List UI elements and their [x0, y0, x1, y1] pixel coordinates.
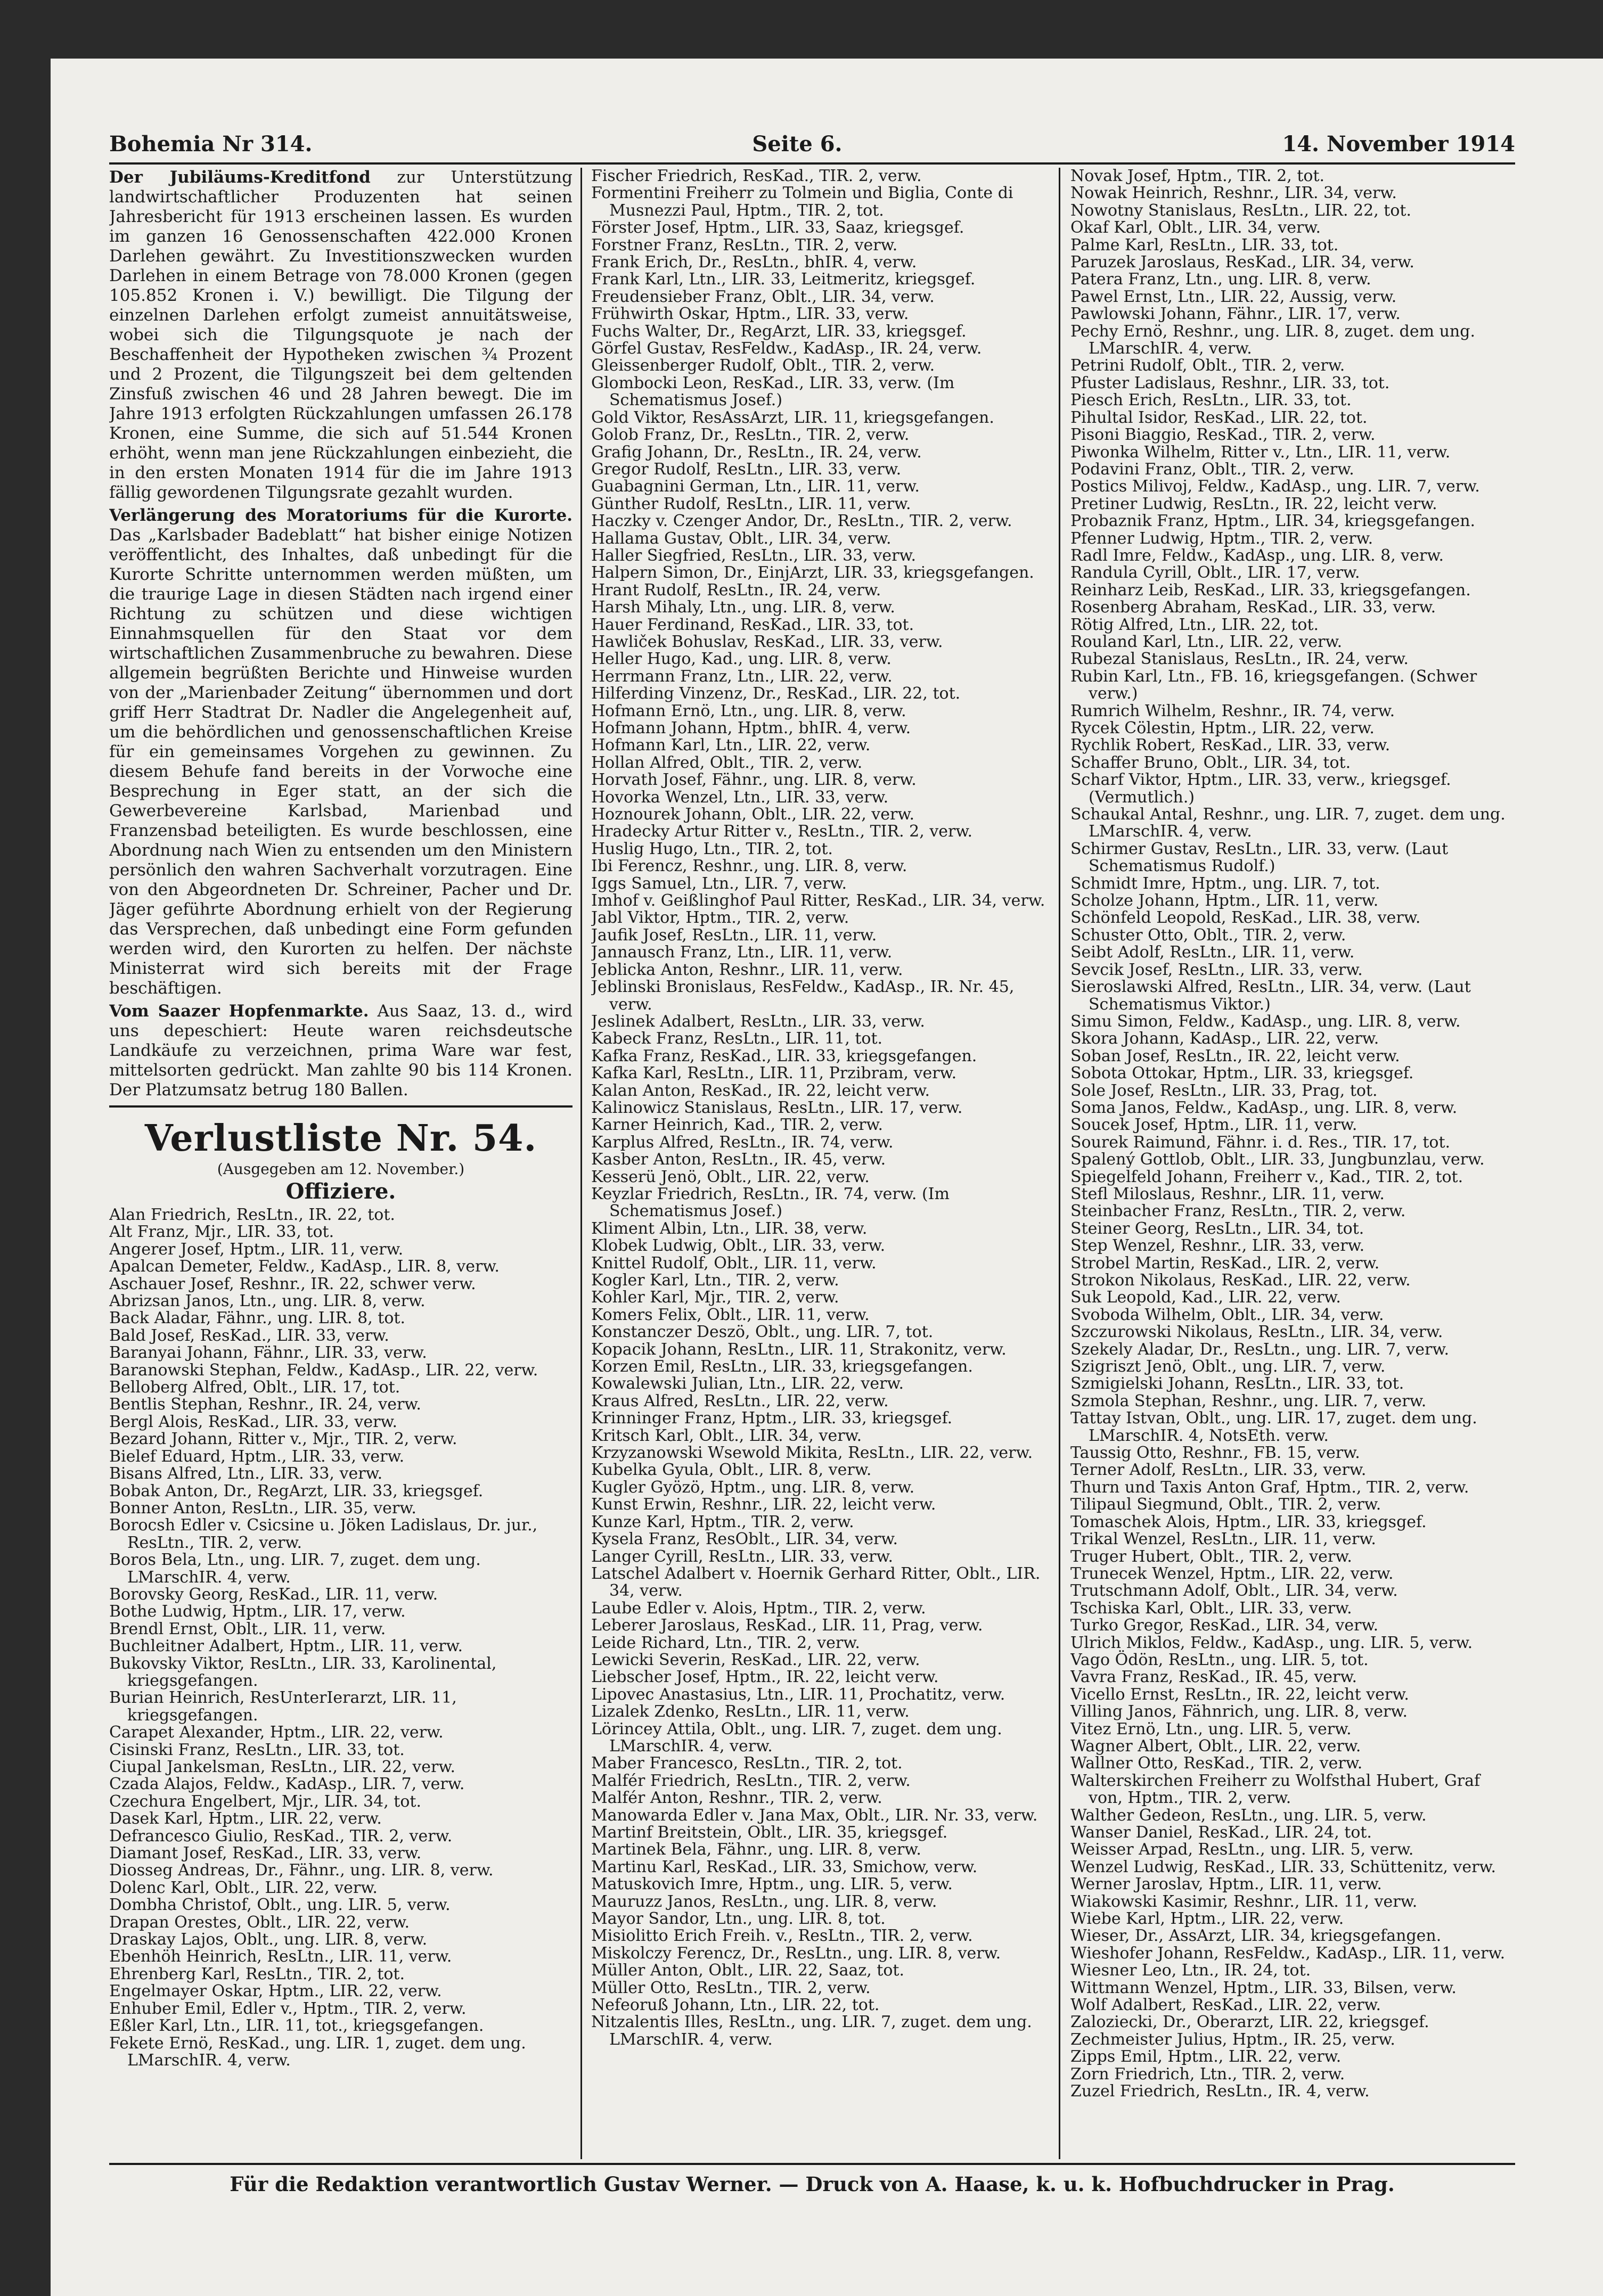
casualty-entry: Terner Adolf, ResLtn., LIR. 33, verw. [1070, 1461, 1367, 1480]
column-3 [1070, 168, 1518, 2159]
casualty-entry: Reinharz Leib, ResKad., LIR. 33, kriegsgefangen. [1070, 580, 1471, 600]
casualty-entry: Iggs Samuel, Ltn., LIR. 7, verw. [591, 874, 847, 893]
casualty-entry: Görfel Gustav, ResFeldw., KadAsp., IR. 24, verw. [591, 339, 982, 358]
casualty-entry: Sole Josef, ResLtn., LIR. 33, Prag, tot. [1070, 1081, 1378, 1100]
news-item [109, 506, 572, 998]
news-headline: Der Jubiläums-Kreditfond [109, 168, 371, 187]
column-rule-2 [1059, 168, 1060, 2159]
casualty-entry: Tschiska Karl, Oblt., LIR. 33, verw. [1070, 1598, 1352, 1618]
casualty-entry: Svoboda Wilhelm, Oblt., LIR. 34, verw. [1070, 1305, 1384, 1324]
casualty-entry: Enhuber Emil, Edler v., Hptm., TIR. 2, verw. [109, 1999, 467, 2018]
casualty-entry: Sobota Ottokar, Hptm., LIR. 33, kriegsgef. [1070, 1064, 1414, 1083]
casualty-entry: Dasek Karl, Hptm., LIR. 22, verw. [109, 1809, 382, 1828]
casualty-entry: Bisans Alfred, Ltn., LIR. 33, verw. [109, 1464, 383, 1483]
casualty-entry: Okaf Karl, Oblt., LIR. 34, verw. [1070, 218, 1321, 237]
casualty-entry: Alt Franz, Mjr., LIR. 33, tot. [109, 1223, 334, 1242]
casualty-entry: Borovsky Georg, ResKad., LIR. 11, verw. [109, 1585, 438, 1604]
casualty-entry: Haller Siegfried, ResLtn., LIR. 33, verw. [591, 546, 917, 565]
casualty-entry: Steiner Georg, ResLtn., LIR. 34, tot. [1070, 1219, 1364, 1238]
casualty-entry: Radl Imre, Feldw., KadAsp., ung. LIR. 8, verw. [1070, 546, 1444, 565]
casualty-entry: Martinf Breitstein, Oblt., LIR. 35, kriegsgef. [591, 1823, 948, 1842]
casualty-entry: Zaloziecki, Dr., Oberarzt, LIR. 22, kriegsgef. [1070, 2013, 1429, 2032]
casualty-entry: Ehrenberg Karl, ResLtn., TIR. 2, tot. [109, 1964, 405, 1983]
casualty-entry: Scholze Johann, Hptm., LIR. 11, verw. [1070, 891, 1379, 911]
casualty-entry: Rouland Karl, Ltn., LIR. 22, verw. [1070, 632, 1343, 651]
casualty-entry: Misiolitto Erich Freih. v., ResLtn., TIR. 2, verw. [591, 1926, 973, 1946]
casualty-entry: Apalcan Demeter, Feldw., KadAsp., LIR. 8, verw. [109, 1257, 500, 1276]
casualty-entry: Szczurowski Nikolaus, ResLtn., LIR. 34, verw. [1070, 1323, 1443, 1342]
casualty-entry: Rötig Alfred, Ltn., LIR. 22, tot. [1070, 615, 1319, 634]
casualty-entry: Piwonka Wilhelm, Ritter v., Ltn., LIR. 11, verw. [1070, 442, 1451, 462]
casualty-entry: Kalinowicz Stanislaus, ResLtn., LIR. 17, verw. [591, 1098, 963, 1117]
casualty-entry: Walterskirchen Freiherr zu Wolfsthal Hubert, Graf von, Hptm., TIR. 2, verw. [1070, 1771, 1481, 1808]
header-issue: Bohemia Nr 314. [109, 131, 313, 157]
casualty-entry: Ulrich Miklos, Feldw., KadAsp., ung. LIR. 5, verw. [1070, 1633, 1473, 1652]
casualty-entry: Maber Francesco, ResLtn., TIR. 2, tot. [591, 1754, 903, 1773]
casualty-entry: Angerer Josef, Hptm., LIR. 11, verw. [109, 1240, 404, 1259]
casualty-entry: Wieshofer Johann, ResFeldw., KadAsp., LIR. 11, verw. [1070, 1944, 1506, 1963]
casualty-entry: Wanser Daniel, ResKad., LIR. 24, tot. [1070, 1823, 1372, 1842]
casualty-entry: Dombha Christof, Oblt., ung. LIR. 5, verw. [109, 1896, 451, 1915]
casualty-entry: Diamant Josef, ResKad., LIR. 33, verw. [109, 1844, 422, 1863]
casualty-entry: Bald Josef, ResKad., LIR. 33, verw. [109, 1326, 389, 1345]
casualty-entry: Haczky v. Czenger Andor, Dr., ResLtn., TIR. 2, verw. [591, 512, 1012, 531]
casualty-entry: Bezard Johann, Ritter v., Mjr., TIR. 2, verw. [109, 1430, 457, 1449]
casualty-entry: Rosenberg Abraham, ResKad., LIR. 33, verw. [1070, 598, 1436, 617]
casualty-entry: Matuskovich Imre, Hptm., ung. LIR. 5, verw. [591, 1875, 953, 1894]
casualty-entry: Wiakowski Kasimir, Reshnr., LIR. 11, verw. [1070, 1892, 1418, 1911]
casualty-entry: Kunze Karl, Hptm., TIR. 2, verw. [591, 1512, 854, 1531]
casualty-entry: Langer Cyrill, ResLtn., LIR. 33, verw. [591, 1547, 894, 1566]
news-headline: Vom Saazer Hopfenmarkte. [109, 1002, 369, 1021]
casualty-entry: Spiegelfeld Johann, Freiherr v., Kad., TIR. 2, tot. [1070, 1167, 1463, 1186]
casualty-entry: Kogler Karl, Ltn., TIR. 2, verw. [591, 1271, 839, 1290]
casualty-entry: Werner Jaroslav, Hptm., LIR. 11, verw. [1070, 1875, 1382, 1894]
casualty-entry: Bielef Eduard, Hptm., LIR. 33, verw. [109, 1447, 405, 1466]
casualty-entry: Wiesner Leo, Ltn., IR. 24, tot. [1070, 1961, 1311, 1980]
casualty-entry: Cisinski Franz, ResLtn., LIR. 33, tot. [109, 1740, 405, 1759]
casualty-entry: Sourek Raimund, Fähnr. i. d. Res., TIR. 17, tot. [1070, 1133, 1451, 1152]
casualty-entry: Pihultal Isidor, ResKad., LIR. 22, tot. [1070, 408, 1368, 427]
casualty-entry: Wittmann Wenzel, Hptm., LIR. 33, Bilsen, verw. [1070, 1978, 1457, 1997]
casualty-entry: Klobek Ludwig, Oblt., LIR. 33, verw. [591, 1236, 886, 1256]
casualty-entry: Step Wenzel, Reshnr., LIR. 33, verw. [1070, 1236, 1365, 1256]
casualty-entry: Fischer Friedrich, ResKad., TIR. 2, verw. [591, 168, 922, 185]
casualty-entry: Rycek Cölestin, Hptm., LIR. 22, verw. [1070, 719, 1375, 737]
casualty-entry: Bentlis Stephan, Reshnr., IR. 24, verw. [109, 1395, 421, 1414]
casualty-entry: Ebenhöh Heinrich, ResLtn., LIR. 11, verw. [109, 1947, 452, 1966]
casualty-entry: Schuster Otto, Oblt., TIR. 2, verw. [1070, 925, 1346, 945]
casualty-entry: Weisser Arpad, ResLtn., ung. LIR. 5, verw. [1070, 1840, 1414, 1859]
casualty-entry: Piesch Erich, ResLtn., LIR. 33, tot. [1070, 391, 1352, 410]
casualty-entry: Czada Alajos, Feldw., KadAsp., LIR. 7, verw. [109, 1775, 465, 1794]
casualty-entry: Imhof v. Geißlinghof Paul Ritter, ResKad., LIR. 34, verw. [591, 891, 1045, 911]
casualty-entry: Eßler Karl, Ltn., LIR. 11, tot., kriegsgefangen. [109, 2016, 484, 2036]
casualty-entry: Komers Felix, Oblt., LIR. 11, verw. [591, 1305, 870, 1324]
casualty-entry: Zorn Friedrich, Ltn., TIR. 2, verw. [1070, 2064, 1345, 2084]
casualty-entry: Walther Gedeon, ResLtn., ung. LIR. 5, verw. [1070, 1806, 1427, 1825]
casualty-entry: Krzyzanowski Wsewold Mikita, ResLtn., LIR. 22, verw. [591, 1444, 1033, 1463]
casualty-entry: Kesserü Jenö, Oblt., LIR. 22, verw. [591, 1167, 870, 1186]
casualty-entry: Hofmann Johann, Hptm., bhIR. 4, verw. [591, 719, 911, 737]
casualty-entry: Kowalewski Julian, Ltn., LIR. 22, verw. [591, 1374, 904, 1393]
casualty-entry: Burian Heinrich, ResUnterIerarzt, LIR. 11, kriegsgefangen. [109, 1688, 457, 1725]
casualty-entry: Hrant Rudolf, ResLtn., IR. 24, verw. [591, 580, 881, 600]
casualty-entry: Rychlik Robert, ResKad., LIR. 33, verw. [1070, 736, 1391, 755]
casualty-entry: Forstner Franz, ResLtn., TIR. 2, verw. [591, 235, 898, 255]
casualty-entry: Trunecek Wenzel, Hptm., LIR. 22, verw. [1070, 1564, 1394, 1583]
casualty-entry: Kugler Gyözö, Hptm., ung. LIR. 8, verw. [591, 1478, 915, 1497]
casualty-list [591, 168, 1046, 2048]
casualty-entry: Buchleitner Adalbert, Hptm., LIR. 11, verw. [109, 1637, 463, 1656]
news-item [109, 1002, 572, 1100]
casualty-entry: Kraus Alfred, ResLtn., LIR. 22, verw. [591, 1391, 889, 1411]
casualty-entry: Freudensieber Franz, Oblt., LIR. 34, verw. [591, 287, 935, 306]
casualty-entry: Hawliček Bohuslav, ResKad., LIR. 33, verw. [591, 632, 943, 651]
casualty-entry: Bonner Anton, ResLtn., LIR. 35, verw. [109, 1498, 416, 1518]
casualty-entry: Skora Johann, KadAsp., LIR. 22, verw. [1070, 1029, 1379, 1048]
casualty-entry: Pretiner Ludwig, ResLtn., IR. 22, leicht verw. [1070, 494, 1437, 513]
casualty-entry: Czechura Engelbert, Mjr., LIR. 34, tot. [109, 1792, 421, 1811]
casualty-entry: Soma Janos, Feldw., KadAsp., ung. LIR. 8, verw. [1070, 1098, 1458, 1117]
casualty-entry: Palme Karl, ResLtn., LIR. 33, tot. [1070, 235, 1339, 255]
casualty-entry: Bothe Ludwig, Hptm., LIR. 17, verw. [109, 1602, 406, 1621]
casualty-entry: Pfenner Ludwig, Hptm., TIR. 2, verw. [1070, 529, 1373, 548]
casualty-entry: Probaznik Franz, Hptm., LIR. 34, kriegsgefangen. [1070, 512, 1476, 531]
casualty-entry: Jabl Viktor, Hptm., TIR. 2, verw. [591, 908, 849, 928]
casualty-entry: Kafka Karl, ResLtn., LIR. 11, Przibram, verw. [591, 1064, 957, 1083]
casualty-entry: Novak Josef, Hptm., TIR. 2, tot. [1070, 168, 1325, 185]
casualty-entry: Kunst Erwin, Reshnr., LIR. 22, leicht verw. [591, 1495, 936, 1514]
casualty-entry: Postics Milivoj, Feldw., KadAsp., ung. LIR. 7, verw. [1070, 477, 1480, 496]
casualty-entry: Patera Franz, Ltn., ung. LIR. 8, verw. [1070, 270, 1371, 289]
casualty-entry: Miskolczy Ferencz, Dr., ResLtn., ung. LIR. 8, verw. [591, 1944, 1001, 1963]
casualty-entry: Abrizsan Janos, Ltn., ung. LIR. 8, verw. [109, 1292, 426, 1311]
casualty-entry: Tomaschek Alois, Hptm., LIR. 33, kriegsgef. [1070, 1512, 1427, 1531]
verlustliste-title: Verlustliste Nr. 54. [144, 1117, 537, 1160]
casualty-entry: Simu Simon, Feldw., KadAsp., ung. LIR. 8, verw. [1070, 1012, 1461, 1031]
casualty-entry: Schirmer Gustav, ResLtn., LIR. 33, verw. (Laut Schematismus Rudolf.) [1070, 839, 1449, 876]
casualty-entry: Günther Rudolf, ResLtn., LIR. 11, verw. [591, 494, 911, 513]
casualty-entry: Kubelka Gyula, Oblt., LIR. 8, verw. [591, 1461, 872, 1480]
casualty-entry: Guabagnini German, Ltn., LIR. 11, verw. [591, 477, 920, 496]
casualty-entry: Lörincey Attila, Oblt., ung. LIR. 7, zuget. dem ung. LMarschIR. 4, verw. [591, 1719, 1002, 1756]
casualty-entry: Jannausch Franz, Ltn., LIR. 11, verw. [591, 943, 893, 962]
news-text: Aus Saaz, 13. d., wird uns depeschiert: Heute waren reichsdeutsche Landkäufe zu verzeichnen, prima Ware war fest, mittelsorten gedrückt. Man zahlte 90 bis 114 Kronen. Der Platzumsatz betrug 180 Ballen. [109, 1002, 572, 1100]
casualty-entry: Sevcik Josef, ResLtn., LIR. 33, verw. [1070, 960, 1363, 979]
casualty-entry: Mayor Sandor, Ltn., ung. LIR. 8, tot. [591, 1909, 886, 1929]
casualty-entry: Knittel Rudolf, Oblt., LIR. 11, verw. [591, 1253, 877, 1273]
casualty-list [109, 1207, 572, 2069]
casualty-entry: Horvath Josef, Fähnr., ung. LIR. 8, verw. [591, 770, 917, 790]
casualty-entry: Laube Edler v. Alois, Hptm., TIR. 2, verw. [591, 1598, 926, 1618]
casualty-entry: Kohler Karl, Mjr., TIR. 2, verw. [591, 1288, 839, 1307]
casualty-entry: Lizalek Zdenko, ResLtn., LIR. 11, verw. [591, 1702, 910, 1721]
casualty-entry: Korzen Emil, ResLtn., LIR. 33, kriegsgefangen. [591, 1357, 973, 1376]
casualty-entry: Latschel Adalbert v. Hoernik Gerhard Ritter, Oblt., LIR. 34, verw. [591, 1564, 1041, 1601]
casualty-entry: Schönfeld Leopold, ResKad., LIR. 38, verw. [1070, 908, 1421, 928]
casualty-entry: Pawlowski Johann, Fähnr., LIR. 17, verw. [1070, 305, 1401, 324]
casualty-entry: Vitez Ernö, Ltn., ung. LIR. 5, verw. [1070, 1719, 1352, 1739]
casualty-entry: Müller Otto, ResLtn., TIR. 2, verw. [591, 1978, 871, 1997]
casualty-entry: Wagner Albert, Oblt., LIR. 22, verw. [1070, 1736, 1361, 1756]
casualty-entry: Kalan Anton, ResKad., IR. 22, leicht verw. [591, 1081, 930, 1100]
casualty-entry: Randula Cyrill, Oblt., LIR. 17, verw. [1070, 563, 1360, 583]
casualty-entry: Tattay Istvan, Oblt., ung. LIR. 17, zuget. dem ung. LMarschIR. 4, NotsEth. verw. [1070, 1409, 1477, 1445]
casualty-entry: Karplus Alfred, ResLtn., IR. 74, verw. [591, 1133, 894, 1152]
casualty-entry: Krinninger Franz, Hptm., LIR. 33, kriegsgef. [591, 1409, 953, 1428]
casualty-entry: Formentini Freiherr zu Tolmein und Biglia, Conte di Musnezzi Paul, Hptm., TIR. 2, tot. [591, 184, 1013, 220]
casualty-entry: Alan Friedrich, ResLtn., IR. 22, tot. [109, 1206, 395, 1224]
casualty-entry: Nowak Heinrich, Reshnr., LIR. 34, verw. [1070, 184, 1397, 203]
casualty-entry: Liebscher Josef, Hptm., IR. 22, leicht verw. [591, 1668, 939, 1687]
casualty-entry: Hallama Gustav, Oblt., LIR. 34, verw. [591, 529, 892, 548]
casualty-entry: Back Aladar, Fähnr., ung. LIR. 8, tot. [109, 1309, 405, 1328]
casualty-entry: Szigriszt Jenö, Oblt., ung. LIR. 7, verw. [1070, 1357, 1386, 1376]
casualty-entry: Rubin Karl, Ltn., FB. 16, kriegsgefangen. (Schwer verw.) [1070, 667, 1477, 703]
casualty-entry: Schmidt Imre, Hptm., ung. LIR. 7, tot. [1070, 874, 1380, 893]
casualty-entry: Gold Viktor, ResAssArzt, LIR. 11, kriegsgefangen. [591, 408, 994, 427]
casualty-entry: Kritsch Karl, Oblt., LIR. 34, verw. [591, 1426, 862, 1445]
casualty-entry: Defrancesco Giulio, ResKad., TIR. 2, verw. [109, 1826, 453, 1846]
header-page-number: Seite 6. [752, 131, 843, 157]
casualty-entry: Baranowski Stephan, Feldw., KadAsp., LIR. 22, verw. [109, 1360, 538, 1380]
casualty-entry: Borocsh Edler v. Csicsine u. Jöken Ladislaus, Dr. jur., ResLtn., TIR. 2, verw. [109, 1516, 538, 1552]
casualty-entry: Konstanczer Deszö, Oblt., ung. LIR. 7, tot. [591, 1323, 934, 1342]
casualty-entry: Fuchs Walter, Dr., RegArzt, LIR. 33, kriegsgef. [591, 322, 967, 341]
casualty-entry: Kafka Franz, ResKad., LIR. 33, kriegsgefangen. [591, 1046, 977, 1065]
casualty-entry: Podavini Franz, Oblt., TIR. 2, verw. [1070, 460, 1354, 479]
casualty-entry: Suk Leopold, Kad., LIR. 22, verw. [1070, 1288, 1341, 1307]
casualty-entry: Wiebe Karl, Hptm., LIR. 22, verw. [1070, 1909, 1344, 1929]
casualty-entry: Tilipaul Siegmund, Oblt., TIR. 2, verw. [1070, 1495, 1381, 1514]
casualty-entry: Draskay Lajos, Oblt., ung. LIR. 8, verw. [109, 1930, 428, 1949]
casualty-entry: Herrmann Franz, Ltn., LIR. 22, verw. [591, 667, 893, 686]
casualty-entry: Kliment Albin, Ltn., LIR. 38, verw. [591, 1219, 868, 1238]
footer-rule [109, 2163, 1515, 2165]
casualty-entry: Wieser, Dr., AssArzt, LIR. 34, kriegsgefangen. [1070, 1926, 1442, 1946]
casualty-entry: Trikal Wenzel, ResLtn., LIR. 11, verw. [1070, 1530, 1376, 1549]
casualty-entry: Golob Franz, Dr., ResLtn., TIR. 2, verw. [591, 425, 910, 445]
casualty-entry: Jeblicka Anton, Reshnr., LIR. 11, verw. [591, 960, 903, 979]
casualty-entry: Hilferding Vinzenz, Dr., ResKad., LIR. 22, tot. [591, 684, 961, 703]
casualty-entry: Jaufik Josef, ResLtn., LIR. 11, verw. [591, 925, 877, 945]
casualty-entry: Mauruzz Janos, ResLtn., ung. LIR. 8, verw. [591, 1892, 937, 1911]
casualty-entry: Hauer Ferdinand, ResKad., LIR. 33, tot. [591, 615, 914, 634]
section-rule [109, 1105, 572, 1108]
casualty-entry: Huslig Hugo, Ltn., TIR. 2, tot. [591, 839, 833, 858]
casualty-entry: Carapet Alexander, Hptm., LIR. 22, verw. [109, 1723, 444, 1742]
casualty-entry: Förster Josef, Hptm., LIR. 33, Saaz, kriegsgef. [591, 218, 964, 237]
casualty-entry: Jeslinek Adalbert, ResLtn., LIR. 33, verw. [591, 1012, 925, 1031]
casualty-entry: Drapan Orestes, Oblt., LIR. 22, verw. [109, 1913, 410, 1932]
casualty-entry: Schaffer Bruno, Oblt., LIR. 34, tot. [1070, 753, 1351, 772]
casualty-entry: Sieroslawski Alfred, ResLtn., LIR. 34, verw. (Laut Schematismus Viktor.) [1070, 978, 1471, 1014]
casualty-entry: Kysela Franz, ResOblt., LIR. 34, verw. [591, 1530, 898, 1549]
casualty-entry: Kasber Anton, ResLtn., IR. 45, verw. [591, 1150, 886, 1169]
casualty-entry: Martinu Karl, ResKad., LIR. 33, Smichow, verw. [591, 1857, 978, 1876]
casualty-entry: Wolf Adalbert, ResKad., LIR. 22, verw. [1070, 1996, 1381, 2015]
casualty-entry: Aschauer Josef, Reshnr., IR. 22, schwer verw. [109, 1274, 476, 1293]
casualty-entry: Spalený Gottlob, Oblt., LIR. 33, Jungbunzlau, verw. [1070, 1150, 1485, 1169]
casualty-entry: Harsh Mihaly, Ltn., ung. LIR. 8, verw. [591, 598, 895, 617]
casualty-entry: Hoznourek Johann, Oblt., LIR. 22, verw. [591, 805, 914, 824]
casualty-entry: Pechy Ernö, Reshnr., ung. LIR. 8, zuget. dem ung. LMarschIR. 4, verw. [1070, 322, 1475, 358]
casualty-entry: Wallner Otto, ResKad., TIR. 2, verw. [1070, 1754, 1363, 1773]
casualty-entry: Glombocki Leon, ResKad., LIR. 33, verw. (Im Schematismus Josef.) [591, 373, 955, 410]
casualty-entry: Seibt Adolf, ResLtn., LIR. 11, verw. [1070, 943, 1355, 962]
casualty-entry: Leide Richard, Ltn., TIR. 2, verw. [591, 1633, 860, 1652]
news-text: zur Unterstützung landwirtschaftlicher Produzenten hat seinen Jahresbericht für 1913 erscheinen lassen. Es wurden im ganzen 16 Genossenschaften 422.000 Kronen Darlehen gewährt. Zu Investitionszwecken wurden Darlehen in einem Betrage von 78.000 Kronen (gegen 105.852 Kronen i. V.) bewilligt. Die Tilgung der einzelnen Darlehen erfolgt zumeist annuitätsweise, wobei sich die Tilgungsquote je nach der Beschaffenheit der Hypotheken zwischen ¾ Prozent und 2 Prozent, die Tilgungszeit bei dem geltenden Zinsfuß zwischen 46 und 28 Jahren bewegt. Die im Jahre 1913 erfolgten Rückzahlungen umfassen 26.178 Kronen, eine Summe, die sich auf 51.544 Kronen erhöht, wenn man jene Rückzahlungen einbezieht, die in den ersten Monaten 1914 für die im Jahre 1913 fällig gewordenen Tilgungsrate gezahlt wurden. [109, 168, 572, 502]
casualty-entry: Lipovec Anastasius, Ltn., LIR. 11, Prochatitz, verw. [591, 1685, 1005, 1704]
casualty-entry: Villing Janos, Fähnrich, ung. LIR. 8, verw. [1070, 1702, 1408, 1721]
verlustliste-section: Offiziere. [285, 1179, 396, 1204]
casualty-entry: Taussig Otto, Reshnr., FB. 15, verw. [1070, 1444, 1360, 1463]
header-date: 14. November 1914 [1282, 131, 1515, 157]
casualty-entry: Gleissenberger Rudolf, Oblt., TIR. 2, verw. [591, 356, 935, 375]
casualty-entry: Diosseg Andreas, Dr., Fähnr., ung. LIR. 8, verw. [109, 1861, 494, 1880]
casualty-entry: Dolenc Karl, Oblt., LIR. 22, verw. [109, 1878, 378, 1897]
casualty-entry: Jeblinski Bronislaus, ResFeldw., KadAsp., IR. Nr. 45, verw. [591, 978, 1015, 1014]
casualty-entry: Frühwirth Oskar, Hptm., LIR. 33, verw. [591, 305, 909, 324]
casualty-entry: Vicello Ernst, ResLtn., IR. 22, leicht verw. [1070, 1685, 1409, 1704]
casualty-entry: Wenzel Ludwig, ResKad., LIR. 33, Schüttenitz, verw. [1070, 1857, 1496, 1876]
imprint-footer: Für die Redaktion verantwortlich Gustav Werner. — Druck von A. Haase, k. u. k. Hofbuchdrucker in Prag. [230, 2172, 1395, 2196]
casualty-entry: Bobak Anton, Dr., RegArzt, LIR. 33, kriegsgef. [109, 1481, 484, 1500]
casualty-entry: Hofmann Karl, Ltn., LIR. 22, verw. [591, 736, 871, 755]
casualty-entry: Ciupal Jankelsman, ResLtn., LIR. 22, verw. [109, 1758, 455, 1776]
casualty-entry: Kopacik Johann, ResLtn., LIR. 11, Strakonitz, verw. [591, 1340, 1007, 1359]
header-rule [109, 162, 1515, 165]
casualty-entry: Hovorka Wenzel, Ltn., LIR. 33, verw. [591, 788, 889, 807]
casualty-entry: Vavra Franz, ResKad., IR. 45, verw. [1070, 1668, 1357, 1687]
verlustliste-subtitle: (Ausgegeben am 12. November.) [217, 1160, 465, 1178]
casualty-entry: Schaukal Antal, Reshnr., ung. LIR. 7, zuget. dem ung. LMarschIR. 4, verw. [1070, 805, 1506, 841]
casualty-entry: Bukovsky Viktor, ResLtn., LIR. 33, Karolinental, kriegsgefangen. [109, 1654, 497, 1690]
casualty-entry: Manowarda Edler v. Jana Max, Oblt., LIR. Nr. 33, verw. [591, 1806, 1038, 1825]
casualty-entry: Soucek Josef, Hptm., LIR. 11, verw. [1070, 1116, 1357, 1135]
casualty-entry: Hradecky Artur Ritter v., ResLtn., TIR. 2, verw. [591, 822, 973, 841]
casualty-entry: Turko Gregor, ResKad., LIR. 34, verw. [1070, 1616, 1379, 1635]
casualty-entry: Rumrich Wilhelm, Reshnr., IR. 74, verw. [1070, 701, 1395, 720]
casualty-entry: Steinbacher Franz, ResLtn., TIR. 2, verw. [1070, 1202, 1406, 1221]
casualty-entry: Keyzlar Friedrich, ResLtn., IR. 74, verw. (Im Schematismus Josef.) [591, 1184, 950, 1221]
casualty-entry: Halpern Simon, Dr., EinjArzt, LIR. 33, kriegsgefangen. [591, 563, 1034, 583]
casualty-entry: Malfér Friedrich, ResLtn., TIR. 2, verw. [591, 1771, 911, 1790]
casualty-entry: Karner Heinrich, Kad., TIR. 2, verw. [591, 1116, 884, 1135]
casualty-entry: Nitzalentis Illes, ResLtn., ung. LIR. 7, zuget. dem ung. LMarschIR. 4, verw. [591, 2013, 1032, 2049]
casualty-entry: Ibi Ferencz, Reshnr., ung. LIR. 8, verw. [591, 857, 907, 876]
casualty-list [1070, 168, 1518, 2101]
casualty-entry: Leberer Jaroslaus, ResKad., LIR. 11, Prag, verw. [591, 1616, 983, 1635]
casualty-entry: Boros Bela, Ltn., ung. LIR. 7, zuget. dem ung. LMarschIR. 4, verw. [109, 1551, 481, 1587]
casualty-entry: Baranyai Johann, Fähnr., LIR. 33, verw. [109, 1343, 427, 1363]
casualty-entry: Brendl Ernst, Oblt., LIR. 11, verw. [109, 1619, 386, 1638]
casualty-entry: Belloberg Alfred, Oblt., LIR. 17, tot. [109, 1378, 400, 1397]
news-section [109, 168, 572, 1100]
casualty-entry: Hofmann Ernö, Ltn., ung. LIR. 8, verw. [591, 701, 906, 720]
casualty-entry: Trutschmann Adolf, Oblt., LIR. 34, verw. [1070, 1581, 1398, 1601]
column-1 [109, 168, 572, 2159]
casualty-entry: Martinek Bela, Fähnr., ung. LIR. 8, verw. [591, 1840, 921, 1859]
casualty-entry: Frank Karl, Ltn., LIR. 33, Leitmeritz, kriegsgef. [591, 270, 976, 289]
casualty-entry: Truger Hubert, Oblt., TIR. 2, verw. [1070, 1547, 1352, 1566]
casualty-entry: Szmigielski Johann, ResLtn., LIR. 33, tot. [1070, 1374, 1404, 1393]
casualty-entry: Petrini Rudolf, Oblt., TIR. 2, verw. [1070, 356, 1345, 375]
casualty-entry: Rubezal Stanislaus, ResLtn., IR. 24, verw. [1070, 650, 1409, 669]
casualty-entry: Malfér Anton, Reshnr., TIR. 2, verw. [591, 1789, 882, 1808]
casualty-entry: Müller Anton, Oblt., LIR. 22, Saaz, tot. [591, 1961, 905, 1980]
casualty-entry: Vago Ödön, ResLtn., ung. LIR. 5, tot. [1070, 1650, 1369, 1669]
news-headline: Verlängerung des Moratoriums für die Kurorte. [109, 506, 572, 525]
casualty-entry: Bergl Alois, ResKad., LIR. 33, verw. [109, 1412, 398, 1431]
casualty-entry: Zechmeister Julius, Hptm., IR. 25, verw. [1070, 2030, 1395, 2049]
casualty-entry: Fekete Ernö, ResKad., ung. LIR. 1, zuget. dem ung. LMarschIR. 4, verw. [109, 2033, 526, 2070]
casualty-entry: Kabeck Franz, ResLtn., LIR. 11, tot. [591, 1029, 883, 1048]
news-text: Das „Karlsbader Badeblatt“ hat bisher einige Notizen veröffentlicht, des Inhaltes, daß unbedingt für die Kurorte Schritte unternommen werden müßten, um die traurige Lage in diesen Städten nach irgend einer Richtung zu schützen und diese wichtigen Einnahmsquellen für den Staat vor dem wirtschaftlichen Zusammenbruche zu bewahren. Diese allgemein begrüßten Berichte und Hinweise wurden von der „Marienbader Zeitung“ übernommen und dort griff Herr Stadtrat Dr. Nadler die Angelegenheit auf, um die behördlichen und genossenschaftlichen Kreise für ein gemeinsames Vorgehen zu gewinnen. Zu diesem Behufe fand bereits in der Vorwoche eine Besprechung in Eger statt, an der sich die Gewerbevereine Karlsbad, Marienbad und Franzensbad beteiligten. Es wurde beschlossen, eine Abordnung nach Wien zu entsenden um den Ministern persönlich den wahren Sachverhalt vorzutragen. Eine von den Abgeordneten Dr. Schreiner, Pacher und Dr. Jäger geführte Abordnung erhielt von der Regierung das Versprechen, daß unbedingt eine Form gefunden werden wird, den Kurorten zu helfen. Der nächste Ministerrat wird sich bereits mit der Frage beschäftigen. [109, 526, 572, 998]
casualty-entry: Thurn und Taxis Anton Graf, Hptm., TIR. 2, verw. [1070, 1478, 1469, 1497]
news-item [109, 168, 572, 503]
casualty-entry: Strokon Nikolaus, ResKad., LIR. 22, verw. [1070, 1271, 1411, 1290]
casualty-entry: Engelmayer Oskar, Hptm., LIR. 22, verw. [109, 1982, 442, 2001]
casualty-entry: Soban Josef, ResLtn., IR. 22, leicht verw. [1070, 1046, 1400, 1065]
casualty-entry: Pawel Ernst, Ltn., LIR. 22, Aussig, verw. [1070, 287, 1397, 306]
casualty-entry: Paruzek Jaroslaus, ResKad., LIR. 34, verw. [1070, 253, 1414, 272]
column-rule-1 [580, 168, 582, 2159]
column-2 [591, 168, 1046, 2159]
casualty-entry: Zipps Emil, Hptm., LIR. 22, verw. [1070, 2047, 1342, 2067]
casualty-entry: Scharf Viktor, Hptm., LIR. 33, verw., kriegsgef. (Vermutlich.) [1070, 770, 1451, 807]
casualty-entry: Frank Erich, Dr., ResLtn., bhIR. 4, verw. [591, 253, 917, 272]
casualty-entry: Nefeoruß Johann, Ltn., LIR. 22, tot. [591, 1996, 880, 2015]
casualty-entry: Strobel Martin, ResKad., LIR. 2, verw. [1070, 1253, 1380, 1273]
casualty-entry: Lewicki Severin, ResKad., LIR. 22, verw. [591, 1650, 920, 1669]
casualty-entry: Grafig Johann, Dr., ResLtn., IR. 24, verw. [591, 442, 922, 462]
casualty-entry: Stefl Miloslaus, Reshnr., LIR. 11, verw. [1070, 1184, 1385, 1203]
casualty-entry: Heller Hugo, Kad., ung. LIR. 8, verw. [591, 650, 892, 669]
casualty-entry: Zuzel Friedrich, ResLtn., IR. 4, verw. [1070, 2082, 1370, 2101]
casualty-entry: Nowotny Stanislaus, ResLtn., LIR. 22, tot. [1070, 201, 1412, 220]
casualty-entry: Szekely Aladar, Dr., ResLtn., ung. LIR. 7, verw. [1070, 1340, 1450, 1359]
casualty-entry: Pfuster Ladislaus, Reshnr., LIR. 33, tot. [1070, 373, 1390, 392]
casualty-entry: Gregor Rudolf, ResLtn., LIR. 33, verw. [591, 460, 902, 479]
casualty-entry: Pisoni Biaggio, ResKad., TIR. 2, verw. [1070, 425, 1376, 445]
casualty-entry: Szmola Stephan, Reshnr., ung. LIR. 7, verw. [1070, 1391, 1427, 1411]
casualty-entry: Hollan Alfred, Oblt., TIR. 2, verw. [591, 753, 863, 772]
page-header [109, 125, 1515, 162]
